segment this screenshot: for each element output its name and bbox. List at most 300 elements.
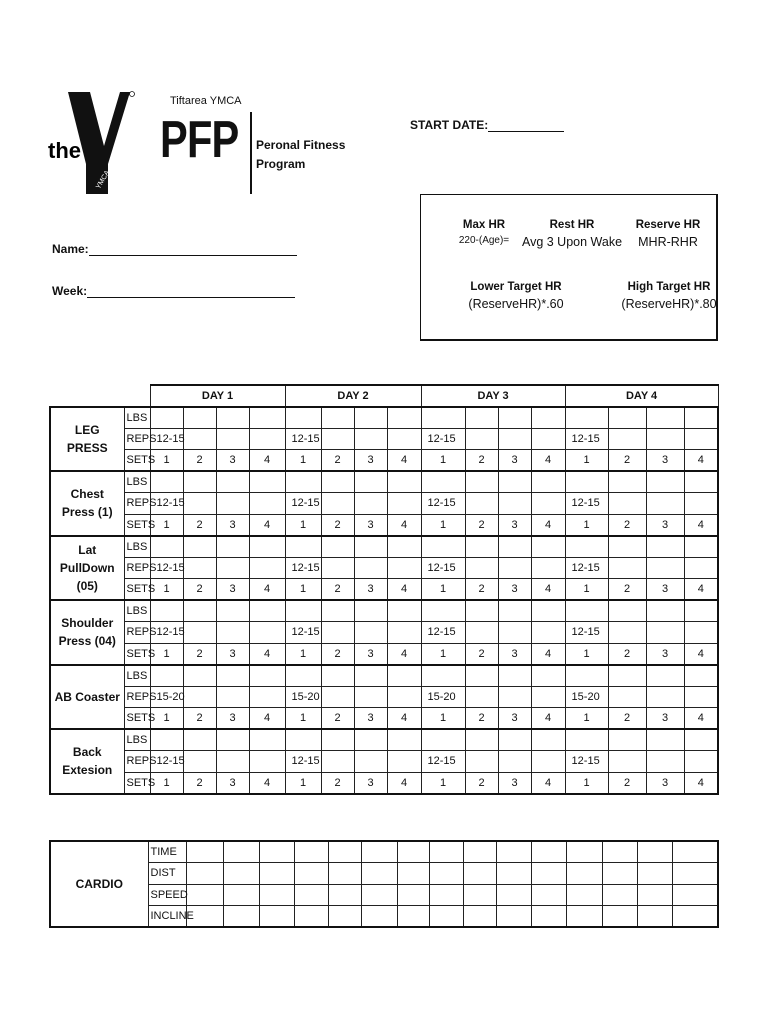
entry-cell[interactable] bbox=[387, 686, 421, 708]
cardio-entry-cell[interactable] bbox=[496, 884, 531, 906]
entry-cell[interactable] bbox=[646, 536, 684, 558]
entry-cell[interactable] bbox=[531, 600, 565, 622]
reps-target-cell[interactable]: 15-20 bbox=[565, 686, 608, 708]
cardio-entry-cell[interactable] bbox=[602, 884, 637, 906]
entry-cell[interactable] bbox=[249, 493, 285, 515]
set-number-cell[interactable]: 4 bbox=[387, 579, 421, 601]
cardio-entry-cell[interactable] bbox=[361, 863, 397, 885]
entry-cell[interactable] bbox=[498, 729, 531, 751]
entry-cell[interactable] bbox=[465, 751, 498, 773]
entry-cell[interactable] bbox=[531, 729, 565, 751]
cardio-entry-cell[interactable] bbox=[397, 906, 429, 928]
entry-cell[interactable] bbox=[498, 428, 531, 450]
set-number-cell[interactable]: 3 bbox=[216, 514, 249, 536]
entry-cell[interactable] bbox=[387, 493, 421, 515]
set-number-cell[interactable]: 2 bbox=[183, 514, 216, 536]
entry-cell[interactable] bbox=[354, 428, 387, 450]
entry-cell[interactable] bbox=[216, 536, 249, 558]
set-number-cell[interactable]: 3 bbox=[216, 708, 249, 730]
cardio-entry-cell[interactable] bbox=[294, 906, 328, 928]
entry-cell[interactable] bbox=[465, 557, 498, 579]
set-number-cell[interactable]: 4 bbox=[684, 450, 718, 472]
entry-cell[interactable] bbox=[387, 471, 421, 493]
set-number-cell[interactable]: 3 bbox=[354, 772, 387, 794]
entry-cell[interactable] bbox=[216, 471, 249, 493]
entry-cell[interactable] bbox=[421, 471, 465, 493]
entry-cell[interactable] bbox=[565, 600, 608, 622]
entry-cell[interactable] bbox=[183, 471, 216, 493]
entry-cell[interactable] bbox=[216, 557, 249, 579]
cardio-entry-cell[interactable] bbox=[259, 906, 294, 928]
entry-cell[interactable] bbox=[608, 536, 646, 558]
set-number-cell[interactable]: 3 bbox=[498, 514, 531, 536]
reps-target-cell[interactable]: 15-20 bbox=[150, 686, 183, 708]
entry-cell[interactable] bbox=[249, 622, 285, 644]
entry-cell[interactable] bbox=[183, 686, 216, 708]
entry-cell[interactable] bbox=[531, 428, 565, 450]
entry-cell[interactable] bbox=[684, 471, 718, 493]
set-number-cell[interactable]: 3 bbox=[498, 708, 531, 730]
cardio-entry-cell[interactable] bbox=[602, 841, 637, 863]
entry-cell[interactable] bbox=[531, 665, 565, 687]
entry-cell[interactable] bbox=[646, 600, 684, 622]
set-number-cell[interactable]: 2 bbox=[183, 772, 216, 794]
reps-target-cell[interactable]: 12-15 bbox=[150, 428, 183, 450]
set-number-cell[interactable]: 3 bbox=[498, 450, 531, 472]
cardio-entry-cell[interactable] bbox=[566, 906, 602, 928]
cardio-entry-cell[interactable] bbox=[637, 884, 672, 906]
cardio-entry-cell[interactable] bbox=[496, 841, 531, 863]
set-number-cell[interactable]: 2 bbox=[183, 643, 216, 665]
cardio-entry-cell[interactable] bbox=[566, 863, 602, 885]
cardio-entry-cell[interactable] bbox=[531, 884, 566, 906]
set-number-cell[interactable]: 1 bbox=[150, 643, 183, 665]
entry-cell[interactable] bbox=[465, 622, 498, 644]
entry-cell[interactable] bbox=[684, 622, 718, 644]
entry-cell[interactable] bbox=[150, 665, 183, 687]
set-number-cell[interactable]: 3 bbox=[498, 772, 531, 794]
cardio-entry-cell[interactable] bbox=[672, 884, 718, 906]
cardio-entry-cell[interactable] bbox=[328, 863, 361, 885]
cardio-entry-cell[interactable] bbox=[429, 863, 463, 885]
set-number-cell[interactable]: 2 bbox=[321, 643, 354, 665]
set-number-cell[interactable]: 4 bbox=[387, 643, 421, 665]
set-number-cell[interactable]: 1 bbox=[285, 643, 321, 665]
set-number-cell[interactable]: 1 bbox=[285, 514, 321, 536]
entry-cell[interactable] bbox=[216, 686, 249, 708]
cardio-entry-cell[interactable] bbox=[361, 841, 397, 863]
week-line[interactable] bbox=[87, 285, 295, 298]
entry-cell[interactable] bbox=[285, 536, 321, 558]
set-number-cell[interactable]: 3 bbox=[498, 579, 531, 601]
set-number-cell[interactable]: 1 bbox=[150, 450, 183, 472]
cardio-entry-cell[interactable] bbox=[672, 841, 718, 863]
entry-cell[interactable] bbox=[684, 407, 718, 429]
entry-cell[interactable] bbox=[183, 407, 216, 429]
set-number-cell[interactable]: 4 bbox=[387, 450, 421, 472]
set-number-cell[interactable]: 2 bbox=[321, 514, 354, 536]
entry-cell[interactable] bbox=[465, 729, 498, 751]
entry-cell[interactable] bbox=[498, 407, 531, 429]
entry-cell[interactable] bbox=[249, 557, 285, 579]
set-number-cell[interactable]: 1 bbox=[421, 514, 465, 536]
set-number-cell[interactable]: 1 bbox=[565, 643, 608, 665]
set-number-cell[interactable]: 2 bbox=[608, 514, 646, 536]
entry-cell[interactable] bbox=[249, 665, 285, 687]
set-number-cell[interactable]: 1 bbox=[421, 708, 465, 730]
cardio-entry-cell[interactable] bbox=[463, 884, 496, 906]
cardio-entry-cell[interactable] bbox=[672, 863, 718, 885]
set-number-cell[interactable]: 1 bbox=[421, 450, 465, 472]
cardio-entry-cell[interactable] bbox=[566, 841, 602, 863]
set-number-cell[interactable]: 4 bbox=[249, 708, 285, 730]
set-number-cell[interactable]: 4 bbox=[531, 643, 565, 665]
entry-cell[interactable] bbox=[465, 536, 498, 558]
set-number-cell[interactable]: 4 bbox=[249, 514, 285, 536]
set-number-cell[interactable]: 3 bbox=[216, 579, 249, 601]
entry-cell[interactable] bbox=[465, 428, 498, 450]
entry-cell[interactable] bbox=[421, 665, 465, 687]
set-number-cell[interactable]: 3 bbox=[646, 708, 684, 730]
entry-cell[interactable] bbox=[387, 536, 421, 558]
reps-target-cell[interactable]: 12-15 bbox=[421, 751, 465, 773]
set-number-cell[interactable]: 2 bbox=[608, 579, 646, 601]
entry-cell[interactable] bbox=[321, 751, 354, 773]
cardio-entry-cell[interactable] bbox=[602, 906, 637, 928]
entry-cell[interactable] bbox=[354, 665, 387, 687]
week-field[interactable] bbox=[52, 284, 295, 298]
entry-cell[interactable] bbox=[646, 428, 684, 450]
entry-cell[interactable] bbox=[646, 665, 684, 687]
set-number-cell[interactable]: 4 bbox=[531, 708, 565, 730]
name-field[interactable] bbox=[52, 242, 297, 256]
reps-target-cell[interactable]: 12-15 bbox=[421, 622, 465, 644]
cardio-entry-cell[interactable] bbox=[294, 863, 328, 885]
entry-cell[interactable] bbox=[354, 686, 387, 708]
set-number-cell[interactable]: 4 bbox=[387, 514, 421, 536]
entry-cell[interactable] bbox=[608, 686, 646, 708]
entry-cell[interactable] bbox=[354, 622, 387, 644]
cardio-entry-cell[interactable] bbox=[361, 906, 397, 928]
entry-cell[interactable] bbox=[183, 622, 216, 644]
set-number-cell[interactable]: 1 bbox=[421, 579, 465, 601]
entry-cell[interactable] bbox=[387, 665, 421, 687]
reps-target-cell[interactable]: 12-15 bbox=[421, 428, 465, 450]
set-number-cell[interactable]: 1 bbox=[285, 579, 321, 601]
entry-cell[interactable] bbox=[387, 407, 421, 429]
entry-cell[interactable] bbox=[150, 536, 183, 558]
reps-target-cell[interactable]: 12-15 bbox=[285, 428, 321, 450]
entry-cell[interactable] bbox=[421, 536, 465, 558]
entry-cell[interactable] bbox=[216, 751, 249, 773]
set-number-cell[interactable]: 1 bbox=[150, 579, 183, 601]
cardio-entry-cell[interactable] bbox=[259, 863, 294, 885]
entry-cell[interactable] bbox=[150, 407, 183, 429]
entry-cell[interactable] bbox=[285, 471, 321, 493]
set-number-cell[interactable]: 2 bbox=[465, 514, 498, 536]
set-number-cell[interactable]: 4 bbox=[531, 450, 565, 472]
entry-cell[interactable] bbox=[183, 665, 216, 687]
entry-cell[interactable] bbox=[387, 557, 421, 579]
set-number-cell[interactable]: 2 bbox=[183, 450, 216, 472]
start-date-line[interactable] bbox=[488, 120, 564, 132]
entry-cell[interactable] bbox=[608, 665, 646, 687]
cardio-entry-cell[interactable] bbox=[429, 884, 463, 906]
entry-cell[interactable] bbox=[421, 600, 465, 622]
cardio-entry-cell[interactable] bbox=[463, 863, 496, 885]
cardio-entry-cell[interactable] bbox=[328, 884, 361, 906]
entry-cell[interactable] bbox=[421, 407, 465, 429]
set-number-cell[interactable]: 4 bbox=[249, 643, 285, 665]
cardio-entry-cell[interactable] bbox=[637, 863, 672, 885]
reps-target-cell[interactable]: 12-15 bbox=[565, 428, 608, 450]
set-number-cell[interactable]: 1 bbox=[150, 772, 183, 794]
cardio-entry-cell[interactable] bbox=[496, 863, 531, 885]
entry-cell[interactable] bbox=[684, 751, 718, 773]
cardio-entry-cell[interactable] bbox=[463, 906, 496, 928]
entry-cell[interactable] bbox=[249, 536, 285, 558]
set-number-cell[interactable]: 3 bbox=[354, 514, 387, 536]
entry-cell[interactable] bbox=[249, 729, 285, 751]
entry-cell[interactable] bbox=[321, 622, 354, 644]
entry-cell[interactable] bbox=[321, 729, 354, 751]
entry-cell[interactable] bbox=[321, 557, 354, 579]
entry-cell[interactable] bbox=[646, 751, 684, 773]
entry-cell[interactable] bbox=[565, 471, 608, 493]
set-number-cell[interactable]: 2 bbox=[608, 708, 646, 730]
set-number-cell[interactable]: 4 bbox=[684, 772, 718, 794]
cardio-entry-cell[interactable] bbox=[186, 884, 223, 906]
set-number-cell[interactable]: 3 bbox=[216, 772, 249, 794]
cardio-entry-cell[interactable] bbox=[463, 841, 496, 863]
entry-cell[interactable] bbox=[531, 536, 565, 558]
entry-cell[interactable] bbox=[465, 686, 498, 708]
reps-target-cell[interactable]: 12-15 bbox=[421, 493, 465, 515]
set-number-cell[interactable]: 2 bbox=[608, 450, 646, 472]
set-number-cell[interactable]: 1 bbox=[421, 643, 465, 665]
entry-cell[interactable] bbox=[249, 686, 285, 708]
set-number-cell[interactable]: 1 bbox=[565, 708, 608, 730]
entry-cell[interactable] bbox=[465, 665, 498, 687]
entry-cell[interactable] bbox=[608, 493, 646, 515]
entry-cell[interactable] bbox=[465, 407, 498, 429]
entry-cell[interactable] bbox=[608, 428, 646, 450]
entry-cell[interactable] bbox=[354, 536, 387, 558]
cardio-entry-cell[interactable] bbox=[361, 884, 397, 906]
set-number-cell[interactable]: 3 bbox=[354, 450, 387, 472]
entry-cell[interactable] bbox=[183, 493, 216, 515]
set-number-cell[interactable]: 3 bbox=[354, 643, 387, 665]
cardio-entry-cell[interactable] bbox=[294, 884, 328, 906]
entry-cell[interactable] bbox=[321, 600, 354, 622]
cardio-entry-cell[interactable] bbox=[637, 906, 672, 928]
set-number-cell[interactable]: 2 bbox=[183, 708, 216, 730]
entry-cell[interactable] bbox=[646, 729, 684, 751]
entry-cell[interactable] bbox=[354, 493, 387, 515]
set-number-cell[interactable]: 2 bbox=[608, 643, 646, 665]
cardio-entry-cell[interactable] bbox=[259, 884, 294, 906]
entry-cell[interactable] bbox=[684, 428, 718, 450]
set-number-cell[interactable]: 3 bbox=[646, 450, 684, 472]
entry-cell[interactable] bbox=[216, 729, 249, 751]
entry-cell[interactable] bbox=[531, 622, 565, 644]
cardio-entry-cell[interactable] bbox=[397, 841, 429, 863]
set-number-cell[interactable]: 2 bbox=[465, 450, 498, 472]
reps-target-cell[interactable]: 12-15 bbox=[150, 622, 183, 644]
entry-cell[interactable] bbox=[150, 729, 183, 751]
entry-cell[interactable] bbox=[684, 729, 718, 751]
entry-cell[interactable] bbox=[285, 729, 321, 751]
entry-cell[interactable] bbox=[684, 686, 718, 708]
set-number-cell[interactable]: 3 bbox=[216, 643, 249, 665]
cardio-entry-cell[interactable] bbox=[531, 863, 566, 885]
reps-target-cell[interactable]: 12-15 bbox=[150, 557, 183, 579]
entry-cell[interactable] bbox=[249, 751, 285, 773]
reps-target-cell[interactable]: 12-15 bbox=[285, 622, 321, 644]
set-number-cell[interactable]: 2 bbox=[321, 708, 354, 730]
entry-cell[interactable] bbox=[465, 600, 498, 622]
reps-target-cell[interactable]: 12-15 bbox=[285, 557, 321, 579]
set-number-cell[interactable]: 2 bbox=[608, 772, 646, 794]
set-number-cell[interactable]: 2 bbox=[183, 579, 216, 601]
entry-cell[interactable] bbox=[183, 428, 216, 450]
reps-target-cell[interactable]: 12-15 bbox=[285, 493, 321, 515]
cardio-entry-cell[interactable] bbox=[328, 906, 361, 928]
entry-cell[interactable] bbox=[565, 407, 608, 429]
cardio-entry-cell[interactable] bbox=[496, 906, 531, 928]
set-number-cell[interactable]: 2 bbox=[465, 643, 498, 665]
entry-cell[interactable] bbox=[565, 729, 608, 751]
entry-cell[interactable] bbox=[321, 665, 354, 687]
entry-cell[interactable] bbox=[565, 665, 608, 687]
entry-cell[interactable] bbox=[387, 428, 421, 450]
start-date-field[interactable] bbox=[410, 118, 564, 132]
entry-cell[interactable] bbox=[354, 729, 387, 751]
entry-cell[interactable] bbox=[150, 471, 183, 493]
cardio-entry-cell[interactable] bbox=[223, 884, 259, 906]
entry-cell[interactable] bbox=[646, 493, 684, 515]
entry-cell[interactable] bbox=[421, 729, 465, 751]
set-number-cell[interactable]: 3 bbox=[354, 708, 387, 730]
entry-cell[interactable] bbox=[646, 471, 684, 493]
reps-target-cell[interactable]: 12-15 bbox=[421, 557, 465, 579]
cardio-entry-cell[interactable] bbox=[429, 841, 463, 863]
entry-cell[interactable] bbox=[531, 471, 565, 493]
cardio-entry-cell[interactable] bbox=[223, 863, 259, 885]
set-number-cell[interactable]: 4 bbox=[387, 708, 421, 730]
entry-cell[interactable] bbox=[498, 686, 531, 708]
entry-cell[interactable] bbox=[321, 428, 354, 450]
cardio-entry-cell[interactable] bbox=[186, 841, 223, 863]
entry-cell[interactable] bbox=[387, 751, 421, 773]
entry-cell[interactable] bbox=[531, 407, 565, 429]
entry-cell[interactable] bbox=[608, 751, 646, 773]
entry-cell[interactable] bbox=[387, 729, 421, 751]
reps-target-cell[interactable]: 12-15 bbox=[565, 751, 608, 773]
reps-target-cell[interactable]: 15-20 bbox=[285, 686, 321, 708]
entry-cell[interactable] bbox=[646, 686, 684, 708]
cardio-entry-cell[interactable] bbox=[259, 841, 294, 863]
cardio-entry-cell[interactable] bbox=[328, 841, 361, 863]
entry-cell[interactable] bbox=[183, 751, 216, 773]
entry-cell[interactable] bbox=[354, 751, 387, 773]
entry-cell[interactable] bbox=[684, 600, 718, 622]
entry-cell[interactable] bbox=[216, 407, 249, 429]
entry-cell[interactable] bbox=[646, 622, 684, 644]
set-number-cell[interactable]: 1 bbox=[285, 450, 321, 472]
entry-cell[interactable] bbox=[249, 600, 285, 622]
entry-cell[interactable] bbox=[183, 536, 216, 558]
entry-cell[interactable] bbox=[216, 622, 249, 644]
set-number-cell[interactable]: 1 bbox=[565, 450, 608, 472]
entry-cell[interactable] bbox=[684, 557, 718, 579]
entry-cell[interactable] bbox=[498, 493, 531, 515]
entry-cell[interactable] bbox=[498, 600, 531, 622]
entry-cell[interactable] bbox=[387, 600, 421, 622]
entry-cell[interactable] bbox=[321, 471, 354, 493]
entry-cell[interactable] bbox=[684, 493, 718, 515]
entry-cell[interactable] bbox=[608, 471, 646, 493]
entry-cell[interactable] bbox=[465, 471, 498, 493]
entry-cell[interactable] bbox=[608, 600, 646, 622]
cardio-entry-cell[interactable] bbox=[223, 841, 259, 863]
name-line[interactable] bbox=[89, 243, 297, 256]
cardio-entry-cell[interactable] bbox=[531, 841, 566, 863]
set-number-cell[interactable]: 1 bbox=[285, 708, 321, 730]
set-number-cell[interactable]: 2 bbox=[465, 708, 498, 730]
entry-cell[interactable] bbox=[321, 536, 354, 558]
entry-cell[interactable] bbox=[646, 407, 684, 429]
cardio-entry-cell[interactable] bbox=[637, 841, 672, 863]
entry-cell[interactable] bbox=[531, 557, 565, 579]
set-number-cell[interactable]: 3 bbox=[646, 772, 684, 794]
entry-cell[interactable] bbox=[354, 407, 387, 429]
cardio-entry-cell[interactable] bbox=[429, 906, 463, 928]
set-number-cell[interactable]: 3 bbox=[216, 450, 249, 472]
entry-cell[interactable] bbox=[249, 407, 285, 429]
set-number-cell[interactable]: 2 bbox=[465, 579, 498, 601]
entry-cell[interactable] bbox=[498, 536, 531, 558]
entry-cell[interactable] bbox=[684, 536, 718, 558]
set-number-cell[interactable]: 1 bbox=[150, 514, 183, 536]
set-number-cell[interactable]: 4 bbox=[684, 643, 718, 665]
set-number-cell[interactable]: 1 bbox=[565, 579, 608, 601]
entry-cell[interactable] bbox=[183, 729, 216, 751]
cardio-entry-cell[interactable] bbox=[397, 863, 429, 885]
set-number-cell[interactable]: 3 bbox=[646, 579, 684, 601]
reps-target-cell[interactable]: 15-20 bbox=[421, 686, 465, 708]
set-number-cell[interactable]: 3 bbox=[646, 514, 684, 536]
entry-cell[interactable] bbox=[498, 665, 531, 687]
cardio-entry-cell[interactable] bbox=[531, 906, 566, 928]
cardio-entry-cell[interactable] bbox=[602, 863, 637, 885]
set-number-cell[interactable]: 4 bbox=[684, 579, 718, 601]
entry-cell[interactable] bbox=[565, 536, 608, 558]
set-number-cell[interactable]: 3 bbox=[498, 643, 531, 665]
entry-cell[interactable] bbox=[608, 729, 646, 751]
set-number-cell[interactable]: 1 bbox=[565, 514, 608, 536]
set-number-cell[interactable]: 1 bbox=[285, 772, 321, 794]
entry-cell[interactable] bbox=[354, 471, 387, 493]
cardio-entry-cell[interactable] bbox=[186, 863, 223, 885]
entry-cell[interactable] bbox=[498, 557, 531, 579]
set-number-cell[interactable]: 4 bbox=[684, 514, 718, 536]
set-number-cell[interactable]: 2 bbox=[465, 772, 498, 794]
entry-cell[interactable] bbox=[183, 600, 216, 622]
set-number-cell[interactable]: 2 bbox=[321, 772, 354, 794]
entry-cell[interactable] bbox=[321, 407, 354, 429]
set-number-cell[interactable]: 3 bbox=[646, 643, 684, 665]
